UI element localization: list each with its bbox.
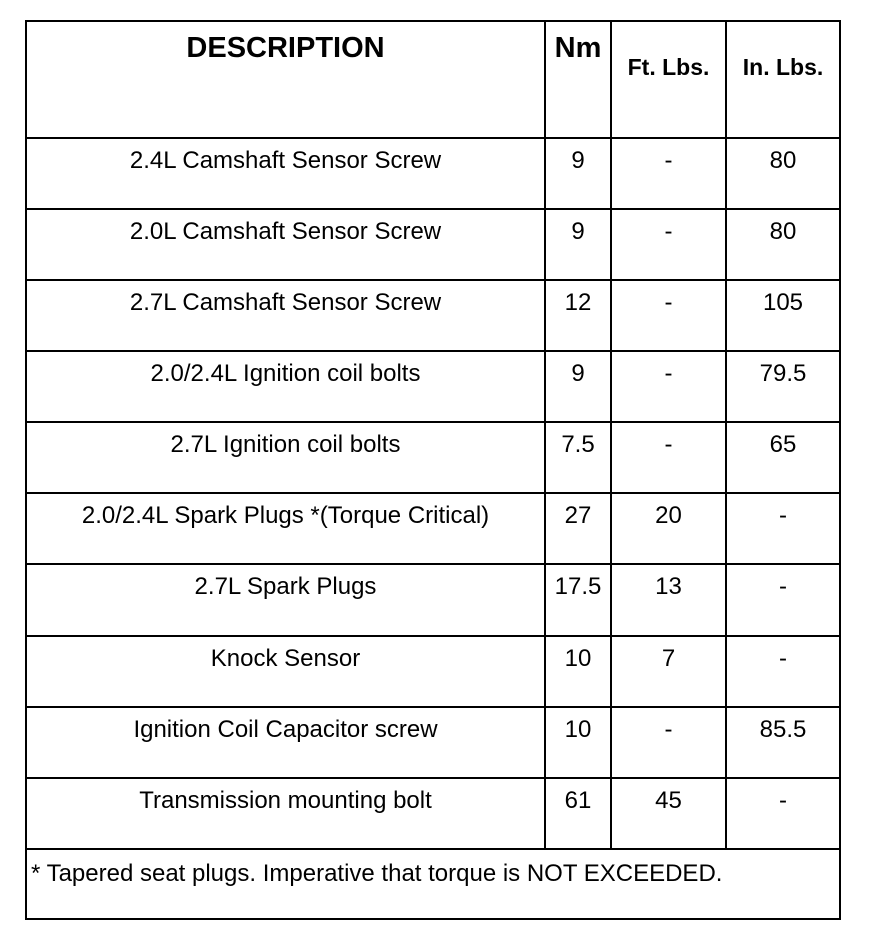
cell-description: 2.0/2.4L Ignition coil bolts (26, 351, 545, 422)
cell-in-lbs: - (726, 493, 840, 564)
header-nm: Nm (545, 21, 611, 138)
cell-description: 2.7L Ignition coil bolts (26, 422, 545, 493)
cell-ft-lbs: 13 (611, 564, 726, 635)
footnote-text: * Tapered seat plugs. Imperative that torque is NOT EXCEEDED. (26, 849, 840, 919)
cell-description: Ignition Coil Capacitor screw (26, 707, 545, 778)
cell-description: Knock Sensor (26, 636, 545, 707)
footnote-row (26, 849, 840, 919)
table-row (26, 422, 840, 493)
table-row (26, 636, 840, 707)
cell-nm: 61 (545, 778, 611, 849)
cell-nm: 10 (545, 707, 611, 778)
torque-spec-table (25, 20, 841, 920)
cell-description: 2.0L Camshaft Sensor Screw (26, 209, 545, 280)
table-header-row (26, 21, 840, 138)
cell-description: 2.0/2.4L Spark Plugs *(Torque Critical) (26, 493, 545, 564)
table-row (26, 564, 840, 635)
cell-in-lbs: 105 (726, 280, 840, 351)
cell-ft-lbs: - (611, 138, 726, 209)
cell-in-lbs: 79.5 (726, 351, 840, 422)
cell-description: 2.7L Camshaft Sensor Screw (26, 280, 545, 351)
cell-ft-lbs: 45 (611, 778, 726, 849)
cell-in-lbs: 80 (726, 138, 840, 209)
cell-nm: 12 (545, 280, 611, 351)
cell-ft-lbs: 20 (611, 493, 726, 564)
cell-description: Transmission mounting bolt (26, 778, 545, 849)
cell-nm: 9 (545, 209, 611, 280)
cell-in-lbs: - (726, 636, 840, 707)
cell-in-lbs: - (726, 564, 840, 635)
cell-description: 2.4L Camshaft Sensor Screw (26, 138, 545, 209)
table-row (26, 778, 840, 849)
cell-nm: 9 (545, 138, 611, 209)
cell-ft-lbs: - (611, 422, 726, 493)
cell-description: 2.7L Spark Plugs (26, 564, 545, 635)
header-in-lbs: In. Lbs. (726, 21, 840, 138)
table-row (26, 209, 840, 280)
cell-nm: 17.5 (545, 564, 611, 635)
table-row (26, 280, 840, 351)
cell-nm: 7.5 (545, 422, 611, 493)
cell-nm: 27 (545, 493, 611, 564)
table-row (26, 707, 840, 778)
cell-ft-lbs: - (611, 707, 726, 778)
table-row (26, 493, 840, 564)
cell-in-lbs: 85.5 (726, 707, 840, 778)
header-ft-lbs: Ft. Lbs. (611, 21, 726, 138)
header-description: DESCRIPTION (26, 21, 545, 138)
cell-in-lbs: 65 (726, 422, 840, 493)
table-row (26, 351, 840, 422)
cell-in-lbs: 80 (726, 209, 840, 280)
cell-ft-lbs: 7 (611, 636, 726, 707)
cell-nm: 9 (545, 351, 611, 422)
cell-ft-lbs: - (611, 351, 726, 422)
cell-ft-lbs: - (611, 280, 726, 351)
cell-nm: 10 (545, 636, 611, 707)
cell-ft-lbs: - (611, 209, 726, 280)
cell-in-lbs: - (726, 778, 840, 849)
table-row (26, 138, 840, 209)
